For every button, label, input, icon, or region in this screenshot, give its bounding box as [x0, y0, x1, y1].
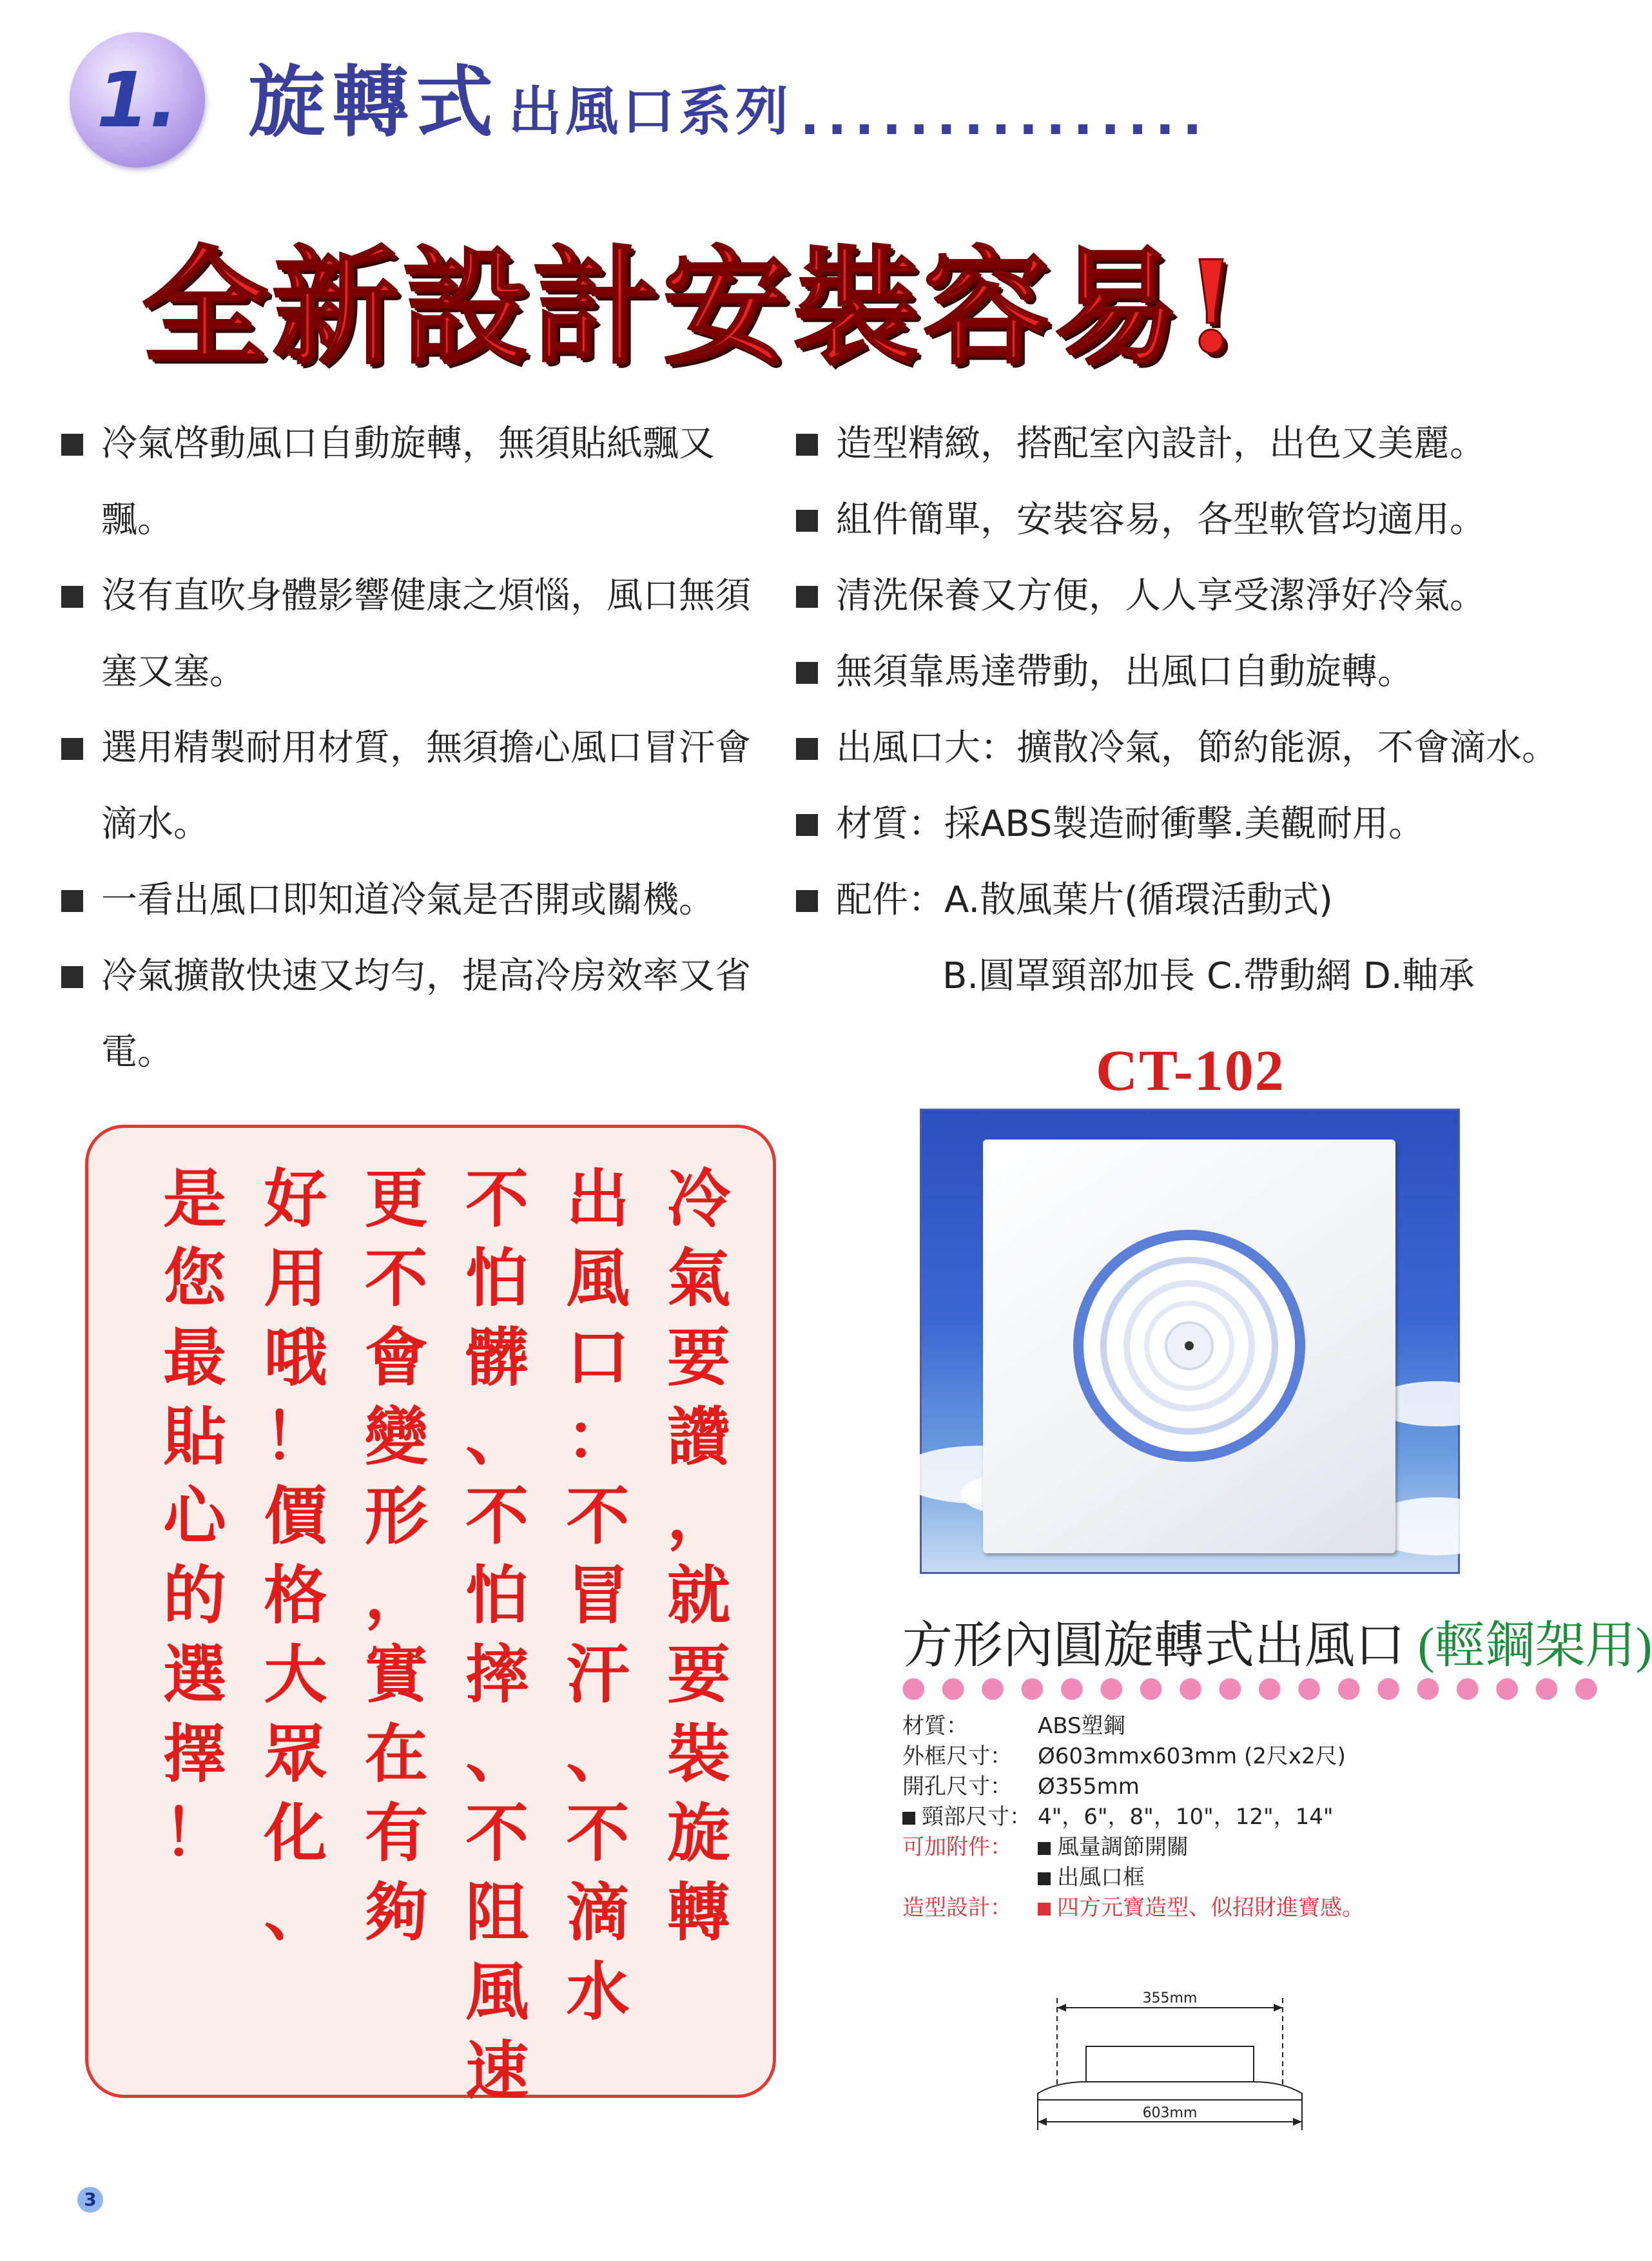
feature-text: 冷氣啓動風口自動旋轉，無須貼紙飄又飄。 — [101, 423, 715, 541]
slogan-column: 不 怕 髒 、 不 怕 摔 、 不 阻 風 速 — [465, 1163, 529, 2108]
series-title — [248, 48, 1210, 151]
bullet-square-icon — [61, 890, 83, 912]
slogan-box — [85, 1125, 776, 2108]
design-value: 四方元寶造型、似招財進寶感。 — [1057, 1895, 1364, 1921]
feature-continuation: B.圓罩頸部加長 C.帶動網 D.軸承 — [942, 955, 1475, 997]
feature-text: 冷氣擴散快速又均勻，提高冷房效率又省 — [101, 955, 751, 997]
feature-text: 選用精製耐用材質，無須擔心風口冒汗會 — [101, 727, 751, 769]
slogan-column: 是 您 最 貼 心 的 選 擇 ！ — [162, 1163, 226, 1870]
bullet-square-icon — [61, 434, 83, 456]
slogan-column: 出 風 口 ： 不 冒 汗 、 不 滴 水 — [566, 1163, 630, 2029]
feature-item — [796, 406, 1569, 482]
feature-item — [796, 482, 1569, 558]
section-number-badge — [70, 32, 205, 168]
accessory-1: 風量調節開關 — [1057, 1834, 1189, 1860]
headline: 全新設計安裝容易! — [142, 233, 1243, 382]
neck-value: 4"，6"，8"，10"，12"，14" — [1038, 1804, 1334, 1830]
product-specs — [902, 1711, 1364, 1923]
bullet-square-icon — [796, 662, 818, 684]
section-number: 1. — [96, 55, 179, 144]
series-title-dots: ............... — [800, 86, 1210, 146]
feature-text: 材質：採ABS製造耐衝擊.美觀耐用。 — [836, 803, 1425, 845]
features-left — [61, 406, 777, 1091]
bullet-square-icon — [61, 966, 83, 988]
product-title-note: (輕鋼架用) — [1417, 1617, 1652, 1673]
accessory-label: 可加附件： — [902, 1834, 1012, 1860]
feature-item — [796, 786, 1569, 862]
bullet-icon — [1038, 1872, 1051, 1885]
bullet-icon — [902, 1812, 915, 1825]
feature-text: 配件：A.散風葉片(循環活動式) — [836, 879, 1333, 921]
slogan-column: 冷 氣 要 讚 ， 就 要 裝 旋 轉 — [666, 1163, 730, 1950]
accessory-2: 出風口框 — [1057, 1865, 1145, 1890]
feature-item — [796, 862, 1569, 938]
dotted-divider: ●●●●●●●●●●●●●●●●●● — [901, 1671, 1614, 1703]
hole-label: 開孔尺寸： — [902, 1774, 1012, 1800]
feature-item — [796, 710, 1569, 786]
features-right — [796, 406, 1569, 1014]
product-title — [902, 1605, 1652, 1677]
dim-top-label: 355mm — [1142, 1990, 1198, 2006]
feature-item — [796, 634, 1569, 710]
feature-item — [796, 558, 1569, 634]
dimension-diagram — [1018, 1985, 1321, 2140]
feature-item — [61, 710, 777, 786]
bullet-square-icon — [796, 510, 818, 532]
feature-continuation: 電。 — [101, 1031, 173, 1073]
feature-continuation: 滴水。 — [101, 803, 209, 845]
model-number: CT-102 — [1096, 1039, 1285, 1103]
bullet-square-icon — [61, 586, 83, 608]
bullet-square-icon — [796, 586, 818, 608]
bullet-square-icon — [796, 434, 818, 456]
page-number: 3 — [77, 2187, 103, 2213]
bullet-icon — [1038, 1842, 1051, 1855]
frame-label: 外框尺寸： — [902, 1743, 1012, 1769]
frame-value: Ø603mmx603mm (2尺x2尺) — [1038, 1743, 1346, 1769]
dim-bottom-label: 603mm — [1142, 2105, 1198, 2121]
material-label: 材質： — [902, 1713, 968, 1739]
material-value: ABS塑鋼 — [1038, 1713, 1125, 1739]
series-title-sub: 出風口系列 — [509, 81, 793, 142]
feature-text: 造型精緻，搭配室內設計，出色又美麗。 — [836, 423, 1486, 465]
slogan-column: 好 用 哦 ！ 價 格 大 眾 化 、 — [264, 1163, 327, 1950]
feature-item — [61, 862, 777, 938]
slogan-column: 更 不 會 變 形 ， 實 在 有 夠 — [364, 1163, 428, 1950]
bullet-square-icon — [796, 814, 818, 836]
feature-text: 一看出風口即知道冷氣是否開或關機。 — [101, 879, 715, 921]
hole-value: Ø355mm — [1038, 1774, 1140, 1800]
bullet-icon — [1038, 1903, 1051, 1916]
feature-text: 清洗保養又方便，人人享受潔淨好冷氣。 — [836, 575, 1486, 617]
slogan-columns — [159, 1160, 734, 2108]
feature-item — [61, 938, 777, 1014]
feature-text: 組件簡單，安裝容易，各型軟管均適用。 — [836, 499, 1486, 541]
neck-label: 頸部尺寸： — [922, 1804, 1031, 1830]
bullet-square-icon — [796, 738, 818, 760]
feature-continuation: 塞又塞。 — [101, 651, 246, 693]
design-label: 造型設計： — [902, 1895, 1012, 1921]
feature-item — [61, 406, 777, 558]
diffuser-panel — [983, 1140, 1395, 1553]
feature-text: 沒有直吹身體影響健康之煩惱，風口無須 — [101, 575, 751, 617]
feature-text: 無須靠馬達帶動，出風口自動旋轉。 — [836, 651, 1414, 693]
series-title-main: 旋轉式 — [248, 58, 500, 148]
product-photo — [920, 1109, 1460, 1574]
feature-text: 出風口大：擴散冷氣，節約能源，不會滴水。 — [836, 727, 1558, 769]
bullet-square-icon — [61, 738, 83, 760]
feature-item — [61, 558, 777, 634]
bullet-square-icon — [796, 890, 818, 912]
product-title-main: 方形內圓旋轉式出風口 — [902, 1617, 1406, 1673]
